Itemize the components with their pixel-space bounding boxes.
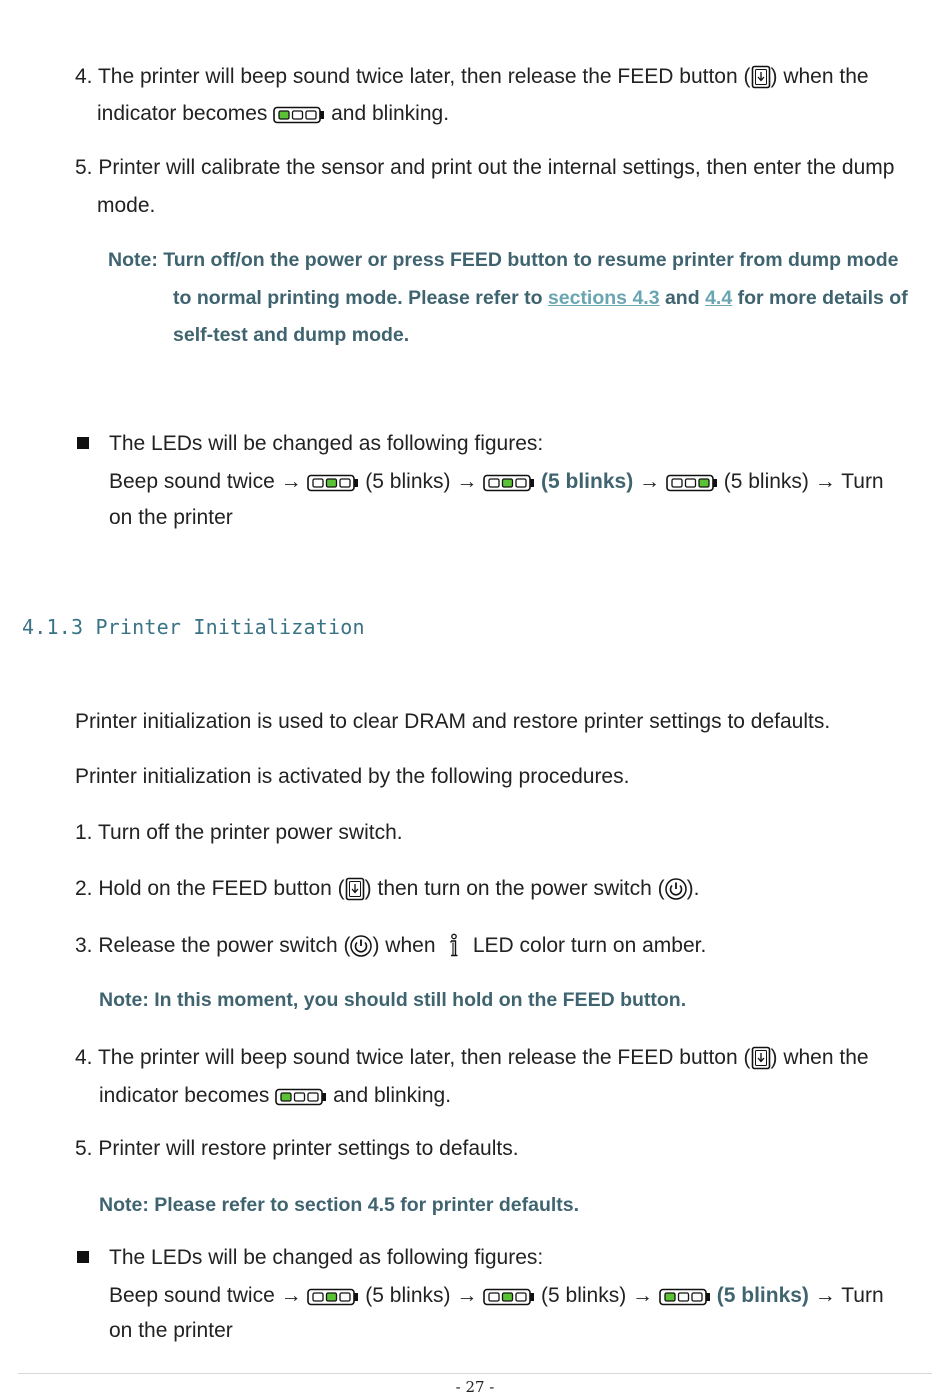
step-3-text-mid: ) when xyxy=(372,934,436,957)
footer-rule xyxy=(18,1373,932,1374)
led-sequence-end: on the printer xyxy=(109,506,233,529)
step-3-text: 3. Release the power switch ( xyxy=(75,934,351,957)
seq-arrow: → xyxy=(639,470,661,493)
step-4-line-1 xyxy=(75,64,869,90)
seq-blinks-3: (5 blinks) → Turn xyxy=(723,470,884,493)
step-4-text-end: ) when the xyxy=(770,65,869,88)
led-indicator-icon xyxy=(307,1287,359,1305)
step-4-text: 4. The printer will beep sound twice later, then release the FEED button ( xyxy=(75,65,751,88)
note-dump-mode-1: Note: Turn off/on the power or press FEED button to resume printer from dump mode xyxy=(108,249,899,271)
blinking-text: and blinking. xyxy=(333,1084,452,1107)
step-4-line-2 xyxy=(97,101,449,127)
feed-button-icon xyxy=(345,877,365,901)
link-section-4-3[interactable]: sections 4.3 xyxy=(547,287,660,309)
note-text: to normal printing mode. Please refer to xyxy=(173,287,548,309)
led-indicator-icon xyxy=(307,473,359,491)
step-2-text-mid: ) then turn on the power switch ( xyxy=(364,877,665,900)
indicator-text: indicator becomes xyxy=(97,102,268,125)
note-dump-mode-3: self-test and dump mode. xyxy=(173,324,410,346)
indicator-text: indicator becomes xyxy=(99,1084,270,1107)
init-paragraph-1: Printer initialization is used to clear DRAM and restore printer settings to defaults. xyxy=(75,710,831,733)
section-heading: 4.1.3 Printer Initialization xyxy=(22,615,365,639)
step-5-line-2: mode. xyxy=(97,194,156,217)
info-icon xyxy=(447,933,461,959)
led-indicator-icon xyxy=(666,473,718,491)
seq-start: Beep sound twice → xyxy=(109,470,302,493)
led-sequence-1 xyxy=(109,469,884,495)
bullet-square xyxy=(77,437,89,449)
step-2-text: 2. Hold on the FEED button ( xyxy=(75,877,345,900)
seq-blinks-3: (5 blinks) xyxy=(716,1284,809,1307)
step-4-text-end: ) when the xyxy=(770,1046,869,1069)
note-defaults: Note: Please refer to section 4.5 for printer defaults. xyxy=(99,1194,580,1216)
step-5-line-1: 5. Printer will calibrate the sensor and print out the internal settings, then enter the dump xyxy=(75,156,895,179)
seq-blinks-1: (5 blinks) → xyxy=(365,1284,478,1307)
feed-button-icon xyxy=(751,1046,771,1070)
init-paragraph-2: Printer initialization is activated by the following procedures. xyxy=(75,765,630,788)
led-indicator-icon xyxy=(483,1287,535,1305)
step-2-text-end: ). xyxy=(686,877,700,900)
led-indicator-icon xyxy=(483,473,535,491)
led-indicator-icon xyxy=(659,1287,711,1305)
led-sequence-2 xyxy=(109,1283,884,1309)
bullet-leds-text: The LEDs will be changed as following figures: xyxy=(109,432,544,455)
link-section-4-4[interactable]: 4.4 xyxy=(705,287,733,309)
bullet-square xyxy=(77,1251,89,1263)
led-sequence-end: on the printer xyxy=(109,1319,233,1342)
note-hold-feed: Note: In this moment, you should still hold on the FEED button. xyxy=(99,989,687,1011)
feed-button-icon xyxy=(751,65,771,89)
init-step-3 xyxy=(75,933,706,959)
init-step-4-line-2 xyxy=(99,1083,451,1109)
bullet-leds-text: The LEDs will be changed as following figures: xyxy=(109,1246,544,1269)
power-switch-icon xyxy=(665,878,687,900)
init-step-2 xyxy=(75,876,699,902)
init-step-1: 1. Turn off the printer power switch. xyxy=(75,821,403,844)
init-step-5: 5. Printer will restore printer settings to defaults. xyxy=(75,1137,519,1160)
note-dump-mode-2 xyxy=(173,285,908,311)
page-number: - 27 - xyxy=(455,1378,495,1396)
power-switch-icon xyxy=(350,935,372,957)
step-3-text-end: LED color turn on amber. xyxy=(472,934,707,957)
blinking-text: and blinking. xyxy=(331,102,450,125)
note-text-and: and xyxy=(659,287,706,309)
seq-blinks-1: (5 blinks) → xyxy=(365,470,478,493)
step-4-text: 4. The printer will beep sound twice later, then release the FEED button ( xyxy=(75,1046,751,1069)
seq-turn: → Turn xyxy=(814,1284,884,1307)
seq-start: Beep sound twice → xyxy=(109,1284,302,1307)
note-text-end: for more details of xyxy=(732,287,908,309)
seq-blinks-2: (5 blinks) → xyxy=(541,1284,654,1307)
init-step-4-line-1 xyxy=(75,1045,869,1071)
led-indicator-icon xyxy=(273,105,325,123)
led-indicator-icon xyxy=(275,1087,327,1105)
seq-blinks-2: (5 blinks) xyxy=(541,470,634,493)
